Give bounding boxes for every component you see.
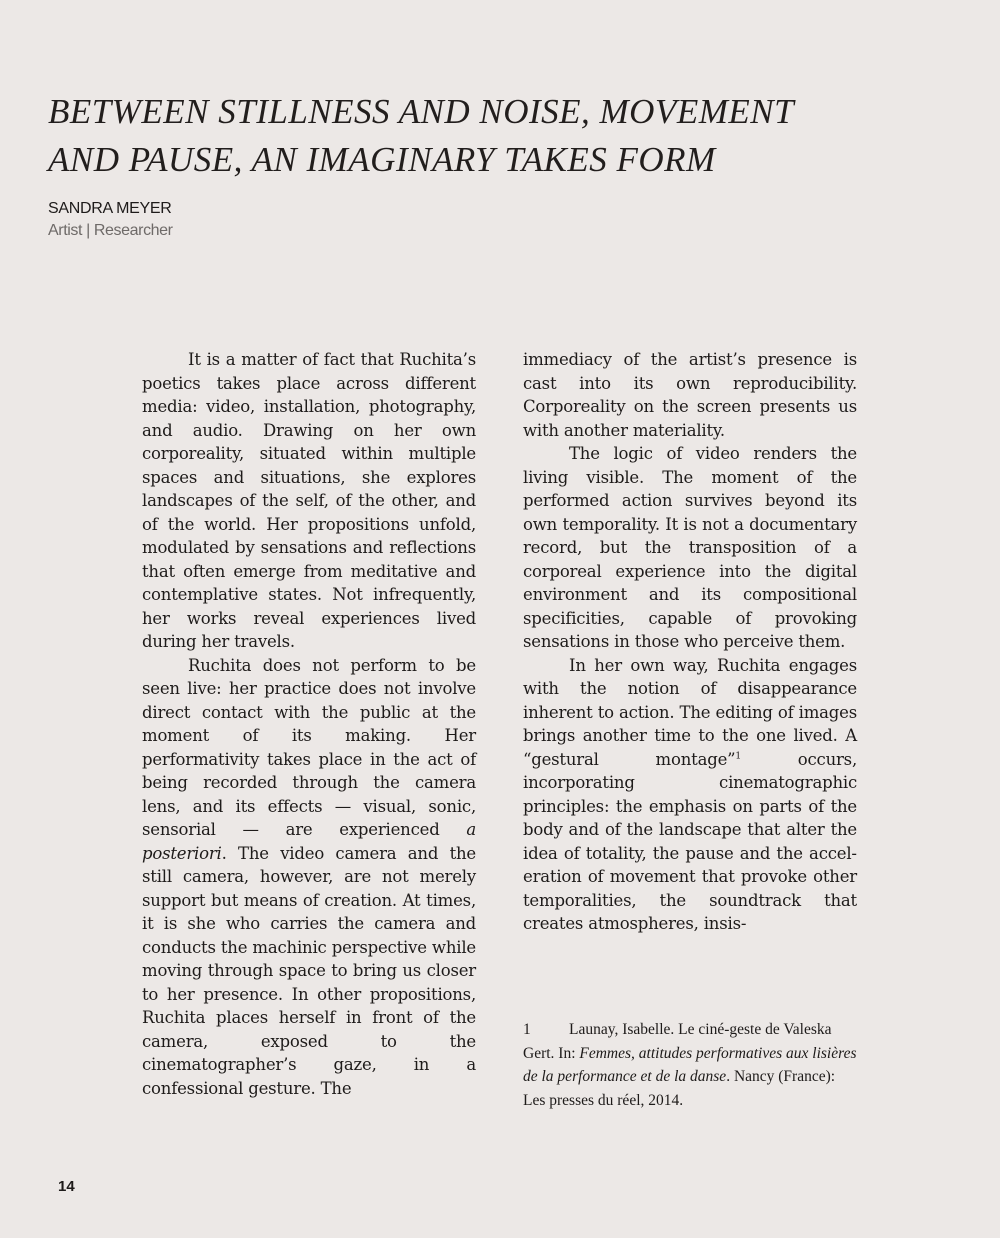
footnote-italic-title: Femmes, attitudes performatives aux lisières de la performance et de la danse [523,1044,857,1085]
page-number: 14 [58,1178,75,1195]
italic-phrase: a posteriori [142,820,476,863]
footnote-number: 1 [523,1021,531,1038]
paragraph: immediacy of the artist’s presence is cast into its own reproducibility. Corporeality on the screen presents us with another materiality. [523,350,857,440]
footnote-reference[interactable]: 1 [735,751,741,761]
paragraph-text: . The video camera and the still camera, however, are not merely support but means of creation. At times, it is she who carries the camera and conducts the machinic perspective while moving through space to bring us closer to her presence. In other propositions, Ruchita places herself in front of the camera, exposed to the cinematographer’s gaze, in a confessional gesture. The [142,843,476,1098]
paragraph: The logic of video renders the living visible. The moment of the performed action survives beyond its own temporality. It is not a documentary record, but the transposition of a corporeal experience into the digital environment and its compositional specificities, capable of provoking sensations in those who perceive them. [523,444,857,651]
article-title-line-2: AND PAUSE, AN IMAGINARY TAKES FORM [48,140,716,179]
paragraph-text: In her own way, Ruchita engages with the notion of disappearance inherent to action. The editing of images brings another time to the one lived. A “gestural montage” [523,655,857,769]
author-role: Artist | Researcher [48,222,173,239]
article-title-line-1: BETWEEN STILLNESS AND NOISE, MOVEMENT [48,92,795,131]
footnote [523,1018,857,1112]
body-column-left [142,348,476,1100]
paragraph-text: Ruchita does not perform to be seen live: her practice does not involve direct contact with the public at the moment of its making. Her performativity takes place in the act of being recorded through the camera lens, and its effects — visual, sonic, sensorial — are experienced [142,655,476,839]
paragraph [523,654,857,936]
body-column-right [523,348,857,936]
author-name: SANDRA MEYER [48,200,172,217]
footnote-text: . Nancy (France): Les presses du réel, 2014. [523,1068,836,1109]
footnote-text: Launay, Isabelle. Le ciné-geste de Valeska Gert. In: [523,1021,832,1062]
article-title [48,88,948,184]
paragraph [142,654,476,1101]
paragraph-text: occurs, incorporating cinematographic principles: the emphasis on parts of the body and of the landscape that alter the idea of totality, the pause and the acceleration of movement that provoke other temporalities, the soundtrack that creates atmospheres, insis- [523,749,857,933]
paragraph: It is a matter of fact that Ruchita’s poetics takes place across different media: video, installation, photography, and audio. Drawing on her own corporeality, situated within multiple spaces and situations, she explores landscapes of the self, of the other, and of the world. Her propositions unfold, modulated by sensations and reflections that often emerge from meditative and contemplative states. Not infrequently, her works reveal experiences lived during her travels. [142,350,476,651]
